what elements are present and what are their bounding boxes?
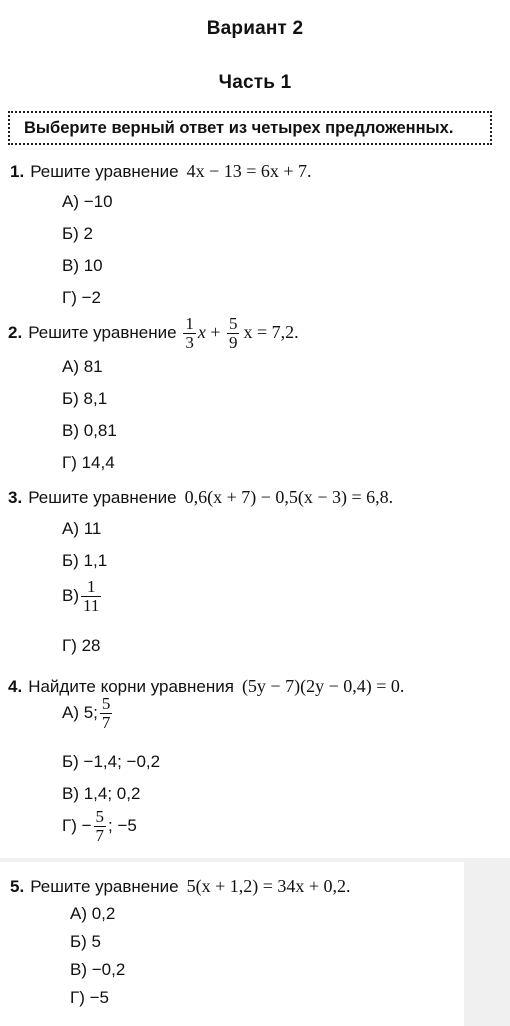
answer-option-a: А) 5; $\frac{5}{7}$ xyxy=(62,694,111,732)
equation: 4x − 13 = 6x + 7. xyxy=(186,161,312,181)
answer-option-d: Г) 28 xyxy=(62,636,101,655)
answer-option-c: В) −0,2 xyxy=(70,960,126,979)
answer-option-b: Б) 8,1 xyxy=(62,389,108,408)
answer-option-a: А) −10 xyxy=(62,192,113,211)
option-fraction: $\frac{5}{7}$ xyxy=(95,807,105,845)
answer-option-d: Г) − $\frac{5}{7}$ ; −5 xyxy=(62,807,137,845)
answer-option-b: Б) 2 xyxy=(62,224,93,243)
answer-option-b: Б) 1,1 xyxy=(62,551,108,570)
question-2: 2. Решите уравнение $\frac{1}{3}$ x + $\frac{5}{9}$ x = 7,2. xyxy=(8,314,299,352)
question-5-card xyxy=(0,862,464,1026)
question-number: 5. xyxy=(10,877,25,896)
answer-option-c: В) 0,81 xyxy=(62,421,117,440)
question-number: 1. xyxy=(10,162,25,181)
answer-option-d: Г) −2 xyxy=(62,288,101,307)
variant-title: Вариант 2 xyxy=(206,18,304,39)
answer-option-a: А) 0,2 xyxy=(70,904,116,923)
instruction-box: Выберите верный ответ из четырех предложенных. xyxy=(8,111,492,145)
question-number: 2. xyxy=(8,322,23,342)
answer-option-a: А) 81 xyxy=(62,357,103,376)
question-number: 4. xyxy=(8,677,23,696)
equation-tail: x = 7,2. xyxy=(243,321,299,342)
equation-fraction: $\frac{5}{9}$ xyxy=(228,314,238,352)
answer-option-c: В) $\frac{1}{11}$ xyxy=(62,577,100,615)
question-text: Решите уравнение xyxy=(28,322,177,342)
answer-option-a: А) 11 xyxy=(62,519,102,538)
question-text: Решите уравнение xyxy=(30,877,179,896)
answer-option-b: Б) 5 xyxy=(70,932,101,951)
equation: 5(x + 1,2) = 34x + 0,2. xyxy=(186,876,351,896)
question-text: Решите уравнение xyxy=(30,162,179,181)
question-4 xyxy=(8,676,404,697)
answer-option-d: Г) 14,4 xyxy=(62,453,115,472)
answer-option-b: Б) −1,4; −0,2 xyxy=(62,752,161,771)
question-text: Решите уравнение xyxy=(28,488,177,507)
part-title: Часть 1 xyxy=(218,72,292,93)
answer-option-c: В) 1,4; 0,2 xyxy=(62,784,141,803)
question-text: Найдите корни уравнения xyxy=(28,677,234,696)
option-fraction: $\frac{1}{11}$ xyxy=(83,577,100,615)
option-fraction: $\frac{5}{7}$ xyxy=(101,694,111,732)
question-number: 3. xyxy=(8,488,23,507)
equation: 0,6(x + 7) − 0,5(x − 3) = 6,8. xyxy=(184,487,394,507)
equation-fraction: $\frac{1}{3}$ xyxy=(185,314,194,352)
equation: (5y − 7)(2y − 0,4) = 0. xyxy=(241,676,405,696)
answer-option-d: Г) −5 xyxy=(70,988,109,1007)
question-3 xyxy=(8,487,393,508)
question-5 xyxy=(10,876,351,897)
question-1 xyxy=(10,161,312,182)
answer-option-c: В) 10 xyxy=(62,256,103,275)
